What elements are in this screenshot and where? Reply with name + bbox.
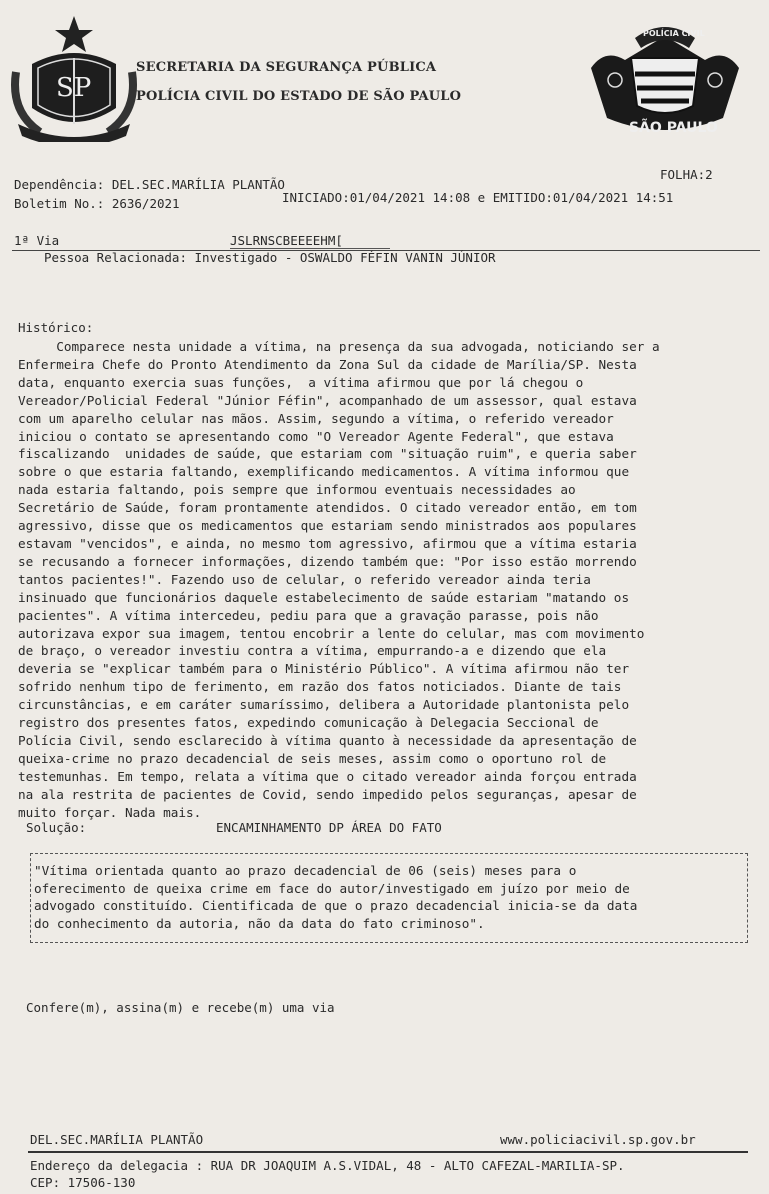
iniciado-emitido: INICIADO:01/04/2021 14:08 e EMITIDO:01/04/2021 14:51 [282,190,674,205]
folha-number: FOLHA:2 [660,167,713,182]
svg-text:POLÍCIA CIVIL: POLÍCIA CIVIL [643,29,705,38]
sp-coat-of-arms-logo [10,12,138,142]
historico-text: Comparece nesta unidade a vítima, na presença da sua advogada, noticiando ser a Enfermeira Chefe do Pronto Atendimento da Zona Sul da cidade de Marília/SP. Nesta data, enquanto exercia suas funções, a vítima afirmou que por lá chegou o Vereador/Policial Federal "Júnior Féfin", acompanhado de um assessor, qual estava com um aparelho celular nas mãos. Assim, segundo a vítima, o referido vereador iniciou o contato se apresentando como "O Vereador Agente Federal", que estava fiscalizando unidades de saúde, que estariam com "situação ruim", e queria saber sobre o que estaria faltando, exemplificando medicamentos. A vítima informou que nada estaria faltando, pois sempre que informou eventuais necessidades ao Secretário de Saúde, foram prontamente atendidos. O citado vereador então, em tom agressivo, disse que os medicamentos que estariam sendo ministrados aos populares estavam "vencidos", e ainda, no mesmo tom agressivo, afirmou que a vítima estaria se recusando a fornecer informações, dizendo também que: "Por isso estão morrendo tantos pacientes!". Fazendo uso de celular, o referido vereador ainda teria insinuado que funcionários daquele estabelecimento de saúde estariam "matando os pacientes". A vítima intercedeu, pediu para que a gravação parasse, pois não autorizava expor sua imagem, tentou encobrir a lente do celular, mas com movimento de braço, o vereador investiu contra a vítima, empurrando-a e dizendo que ela deveria se "explicar também para o Ministério Público". A vítima afirmou não ter sofrido nenhum tipo de ferimento, em razão dos fatos noticiados. Diante de tais circunstâncias, e em caráter sumaríssimo, delibera a Autoridade plantonista pelo registro dos presentes fatos, expedindo comunicação à Delegacia Seccional de Polícia Civil, sendo esclarecido à vítima quanto à necessidade da apresentação de queixa-crime no prazo decadencial de seis meses, assim como o oportuno rol de testemunhas. Em tempo, relata a vítima que o citado vereador ainda forçou entrada na ala restrita de pacientes de Covid, sendo impedido pelos seguranças, apesar de muito forçar. Nada mais. [18,339,660,820]
orientacao-text: "Vítima orientada quanto ao prazo decadencial de 06 (seis) meses para o oferecimento de queixa crime em face do autor/investigado em juízo por meio de advogado constituído. Cientificada de que o prazo decadencial inicia-se da data do conhecimento da autoria, não da data do fato criminoso". [34,863,638,931]
policia-civil-badge-logo [585,8,745,138]
pessoa-relacionada: Pessoa Relacionada: Investigado - OSWALDO FÉFIN VANIN JÚNIOR [44,250,496,265]
solucao-label: Solução: [26,820,87,835]
footer-divider [28,1151,748,1153]
dependencia: Dependência: DEL.SEC.MARÍLIA PLANTÃO [14,177,285,192]
solucao-value: ENCAMINHAMENTO DP ÁREA DO FATO [216,820,442,835]
boletim-number: Boletim No.: 2636/2021 [14,196,180,211]
via-underline [230,248,390,249]
footer-website: www.policiacivil.sp.gov.br [500,1132,696,1147]
svg-text:SÃO PAULO: SÃO PAULO [629,120,718,136]
footer-endereco: Endereço da delegacia : RUA DR JOAQUIM A.S.VIDAL, 48 - ALTO CAFEZAL-MARILIA-SP. [30,1158,625,1173]
footer-unidade: DEL.SEC.MARÍLIA PLANTÃO [30,1132,204,1147]
confere-text: Confere(m), assina(m) e recebe(m) uma via [26,1000,335,1015]
org-line-policia-civil: POLÍCIA CIVIL DO ESTADO DE SÃO PAULO [136,89,462,104]
footer-cep: CEP: 17506-130 [30,1175,136,1190]
org-line-secretaria: SECRETARIA DA SEGURANÇA PÚBLICA [136,60,437,75]
svg-text:SP: SP [56,73,92,103]
historico-label: Histórico: [18,320,94,335]
via-label: 1ª Via [14,233,60,248]
via-code: JSLRNSCBEEEEHM[ [230,233,343,248]
